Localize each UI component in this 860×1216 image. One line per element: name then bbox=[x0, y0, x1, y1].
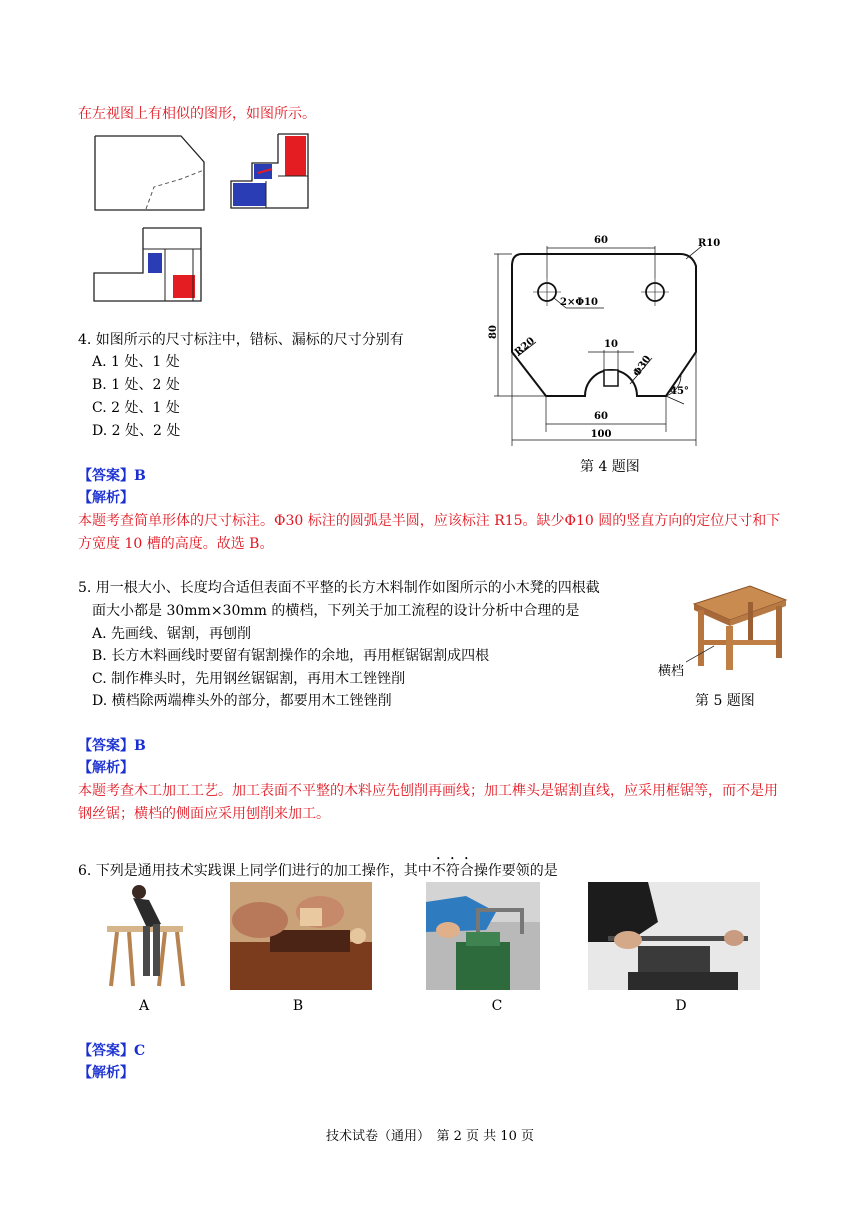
dim-top-60: 60 bbox=[594, 235, 608, 246]
q4-option-b: B. 1 处、2 处 bbox=[92, 377, 180, 393]
dim-r10: R10 bbox=[698, 238, 721, 249]
q5-analysis-label: 【解析】 bbox=[78, 760, 134, 776]
dim-bottom-100: 100 bbox=[590, 429, 612, 440]
q6-caption-d: D bbox=[675, 998, 687, 1014]
q5-figure-label: 横档 bbox=[658, 663, 685, 678]
q4-option-d: D. 2 处、2 处 bbox=[92, 423, 181, 439]
page-footer: 技术试卷（通用） 第 2 页 共 10 页 bbox=[326, 1129, 534, 1144]
q6-photo-a bbox=[103, 882, 187, 990]
q5-figure-caption: 第 5 题图 bbox=[695, 693, 755, 709]
q5-option-c: C. 制作榫头时，先用钢丝锯锯割，再用木工锉锉削 bbox=[92, 671, 406, 687]
left-view-figure-2 bbox=[230, 133, 310, 209]
q4-analysis-label: 【解析】 bbox=[78, 490, 134, 506]
q6-photo-d bbox=[588, 882, 760, 990]
q5-stem-line2: 面大小都是 30mm×30mm 的横档，下列关于加工流程的设计分析中合理的是 bbox=[92, 603, 580, 619]
q6-caption-b: B bbox=[292, 998, 304, 1014]
q4-option-c: C. 2 处、1 处 bbox=[92, 400, 180, 416]
q6-analysis-label: 【解析】 bbox=[78, 1065, 134, 1081]
dim-holes: 2×Φ10 bbox=[560, 297, 598, 308]
q5-analysis: 本题考查木工加工工艺。加工表面不平整的木料应先刨削再画线；加工榫头是锯割直线，应采用框锯等，而不是用钢丝锯；横档的侧面应采用刨削来加工。 bbox=[78, 783, 778, 822]
left-view-figure-3 bbox=[93, 227, 203, 302]
q6-photo-b bbox=[230, 882, 372, 990]
q6-caption-a: A bbox=[138, 998, 150, 1014]
q6-stem: 6. 下列是通用技术实践课上同学们进行的加工操作，其中不符合操作要领的是 bbox=[78, 863, 558, 879]
dim-angle-45: 45° bbox=[670, 386, 689, 397]
q6-answer: 【答案】C bbox=[78, 1043, 146, 1059]
dim-phi30: Φ30 bbox=[631, 353, 654, 379]
dim-r20: R20 bbox=[512, 335, 537, 359]
dim-height-80: 80 bbox=[488, 325, 499, 339]
dim-bottom-60: 60 bbox=[594, 411, 608, 422]
q6-caption-c: C bbox=[491, 998, 503, 1014]
q4-answer: 【答案】B bbox=[78, 468, 146, 484]
q4-analysis: 本题考查简单形体的尺寸标注。Φ30 标注的圆弧是半圆，应该标注 R15。缺少Φ10 圆的竖直方向的定位尺寸和下方宽度 10 槽的高度。故选 B。 bbox=[78, 513, 781, 552]
q5-option-d: D. 横档除两端榫头外的部分，都要用木工锉锉削 bbox=[92, 693, 392, 709]
q4-stem: 4. 如图所示的尺寸标注中，错标、漏标的尺寸分别有 bbox=[78, 332, 404, 348]
intro-note: 在左视图上有相似的图形，如图所示。 bbox=[78, 106, 316, 122]
q6-photo-c bbox=[426, 882, 540, 990]
q4-dimension-drawing bbox=[488, 232, 728, 452]
q5-answer: 【答案】B bbox=[78, 738, 146, 754]
dim-slot-10: 10 bbox=[604, 339, 618, 350]
q5-option-b: B. 长方木料画线时要留有锯割操作的余地，再用框锯锯割成四根 bbox=[92, 648, 490, 664]
q4-option-a: A. 1 处、1 处 bbox=[92, 354, 180, 370]
q5-stem-line1: 5. 用一根大小、长度均合适但表面不平整的长方木料制作如图所示的小木凳的四根截 bbox=[78, 580, 600, 596]
q4-figure-caption: 第 4 题图 bbox=[580, 459, 640, 475]
left-view-figure-1 bbox=[94, 135, 206, 211]
q5-option-a: A. 先画线、锯割，再刨削 bbox=[92, 626, 252, 642]
q5-stool-figure bbox=[690, 582, 790, 672]
